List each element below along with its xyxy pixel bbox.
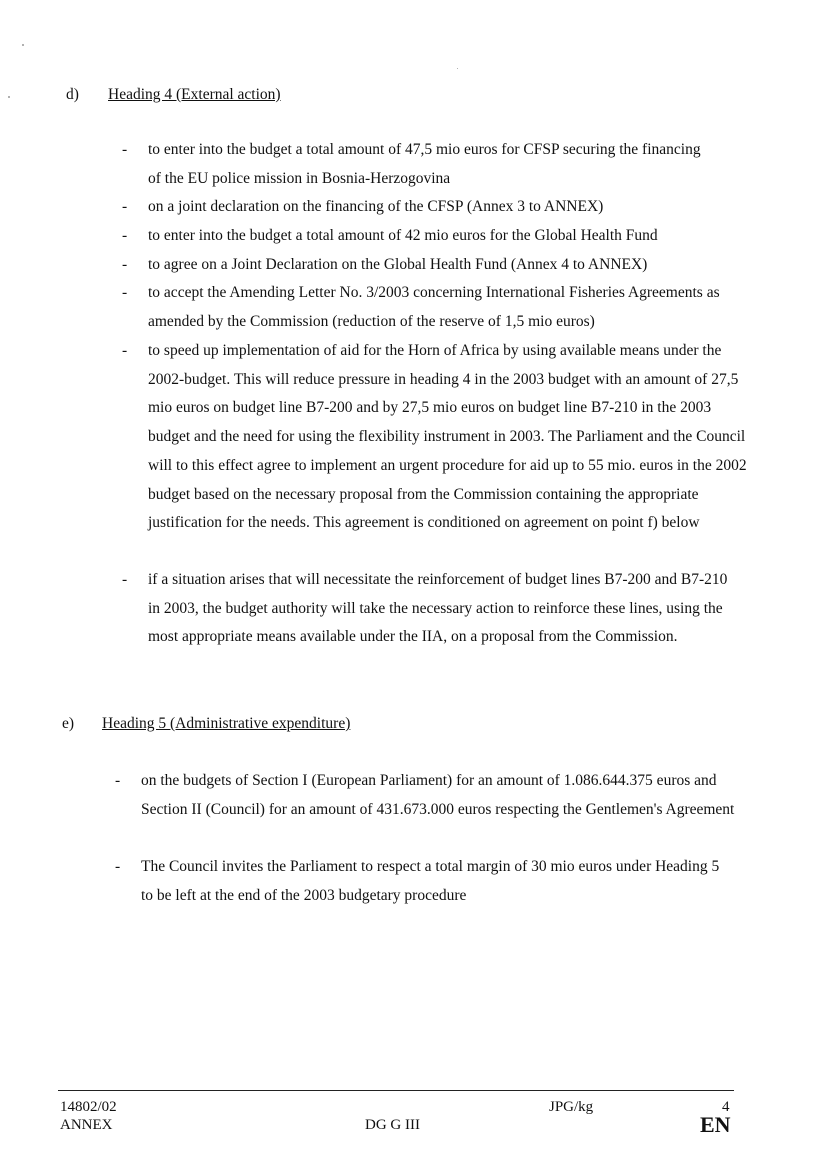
list-item-text: to speed up implementation of aid for the Horn of Africa by using available means under the 2002-budget. This will reduce pressure in heading 4 in the 2003 budget with an amount of 27,5 mio euros on budget line B7-200 and by 27,5 mio euros on budget line B7-210 in the 2003 budget and the need for using the flexibility instrument in 2003. The Parliament and the Council will to this effect agree to implement an urgent procedure for aid up to 55 mio. euros in the 2002 budget based on the necessary proposal from the Commission containing the appropriate justification for the needs. This agreement is conditioned on agreement on point f) below <box>148 342 747 532</box>
list-item <box>115 853 721 910</box>
list-item-text: on a joint declaration on the financing of the CFSP (Annex 3 to ANNEX) <box>148 198 604 215</box>
footer-language-code: EN <box>700 1112 731 1137</box>
list-item <box>122 337 748 538</box>
list-item-text: to agree on a Joint Declaration on the Global Health Fund (Annex 4 to ANNEX) <box>148 256 648 273</box>
section-letter: d) <box>66 86 79 103</box>
bullet-dash: - <box>115 858 121 875</box>
bullet-dash: - <box>122 342 128 359</box>
list-item <box>115 767 746 824</box>
list-item-text: to enter into the budget a total amount of 42 mio euros for the Global Health Fund <box>148 227 658 244</box>
section-title: Heading 4 (External action) <box>108 86 281 103</box>
list-item <box>122 193 748 222</box>
footer-divider <box>58 1090 734 1091</box>
section-heading <box>0 85 832 105</box>
footer-doc-number: 14802/02 <box>60 1099 117 1115</box>
section-heading <box>0 714 832 734</box>
list-item-text: The Council invites the Parliament to respect a total margin of 30 mio euros under Heading 5 to be left at the end of the 2003 budgetary procedure <box>141 858 720 904</box>
list-item-text: to enter into the budget a total amount of 47,5 mio euros for CFSP securing the financing of the EU police mission in Bosnia-Herzogovina <box>148 141 701 187</box>
footer-page-number: 4 <box>722 1099 730 1115</box>
list-item <box>122 251 788 280</box>
bullet-dash: - <box>122 141 128 158</box>
list-item-text: to accept the Amending Letter No. 3/2003 concerning International Fisheries Agreements as amended by the Commission (reduction of the reserve of 1,5 mio euros) <box>148 284 720 330</box>
list-item <box>122 566 738 652</box>
bullet-dash: - <box>115 772 121 789</box>
bullet-dash: - <box>122 571 128 588</box>
bullet-dash: - <box>122 198 128 215</box>
section-letter: e) <box>62 715 75 732</box>
scan-speck <box>457 68 458 69</box>
list-item <box>122 279 748 336</box>
footer-initials: JPG/kg <box>549 1099 594 1115</box>
list-item-text: if a situation arises that will necessitate the reinforcement of budget lines B7-200 and B7-210 in 2003, the budget authority will take the necessary action to reinforce these lines, using the most appropriate means available under the IIA, on a proposal from the Commission. <box>148 571 728 646</box>
list-item-text: on the budgets of Section I (European Parliament) for an amount of 1.086.644.375 euros and Section II (Council) for an amount of 431.673.000 euros respecting the Gentlemen's Agreement <box>141 772 735 818</box>
bullet-dash: - <box>122 227 128 244</box>
footer-annex: ANNEX <box>60 1117 113 1133</box>
bullet-dash: - <box>122 284 128 301</box>
bullet-dash: - <box>122 256 128 273</box>
section-title: Heading 5 (Administrative expenditure) <box>102 715 351 732</box>
scan-speck <box>22 44 24 46</box>
list-item <box>122 136 708 193</box>
list-item <box>122 222 788 251</box>
footer-directorate: DG G III <box>365 1117 420 1133</box>
